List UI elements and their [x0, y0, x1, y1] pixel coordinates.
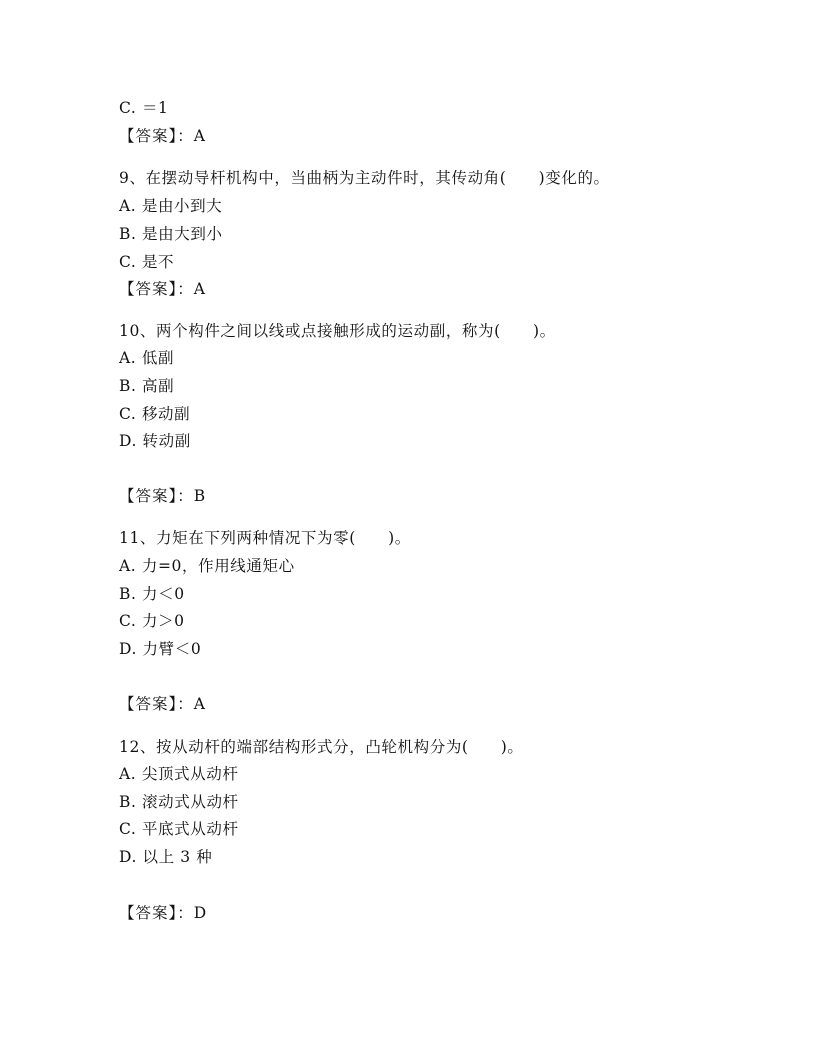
- q11-stem: 11、力矩在下列两种情况下为零( )。: [119, 529, 411, 547]
- q10-stem: 10、两个构件之间以线或点接触形成的运动副，称为( )。: [119, 322, 556, 340]
- q9-answer: 【答案】：A: [119, 280, 206, 298]
- q12-option-d: D. 以上 3 种: [119, 848, 213, 866]
- q11-option-b: B. 力＜0: [119, 585, 185, 603]
- q9-option-a: A. 是由小到大: [119, 197, 223, 215]
- q9-option-c: C. 是不: [119, 253, 175, 271]
- q11-option-a: A. 力=0，作用线通矩心: [119, 557, 295, 575]
- q9-stem: 9、在摆动导杆机构中，当曲柄为主动件时，其传动角( )变化的。: [119, 169, 610, 187]
- q10-option-a: A. 低副: [119, 349, 175, 367]
- prev-option-c: C. ＝1: [119, 99, 169, 117]
- q9-option-b: B. 是由大到小: [119, 225, 223, 243]
- q10-answer: 【答案】：B: [119, 487, 207, 505]
- q12-option-a: A. 尖顶式从动杆: [119, 765, 239, 783]
- q10-option-d: D. 转动副: [119, 432, 191, 450]
- q12-stem: 12、按从动杆的端部结构形式分，凸轮机构分为( )。: [119, 738, 524, 756]
- q10-option-b: B. 高副: [119, 377, 175, 395]
- q12-option-b: B. 滚动式从动杆: [119, 793, 239, 811]
- q11-option-d: D. 力臂＜0: [119, 640, 202, 658]
- q12-option-c: C. 平底式从动杆: [119, 820, 239, 838]
- q10-option-c: C. 移动副: [119, 405, 191, 423]
- q11-option-c: C. 力＞0: [119, 612, 185, 630]
- q12-answer: 【答案】：D: [119, 904, 208, 922]
- prev-answer: 【答案】：A: [119, 127, 206, 145]
- q11-answer: 【答案】：A: [119, 695, 206, 713]
